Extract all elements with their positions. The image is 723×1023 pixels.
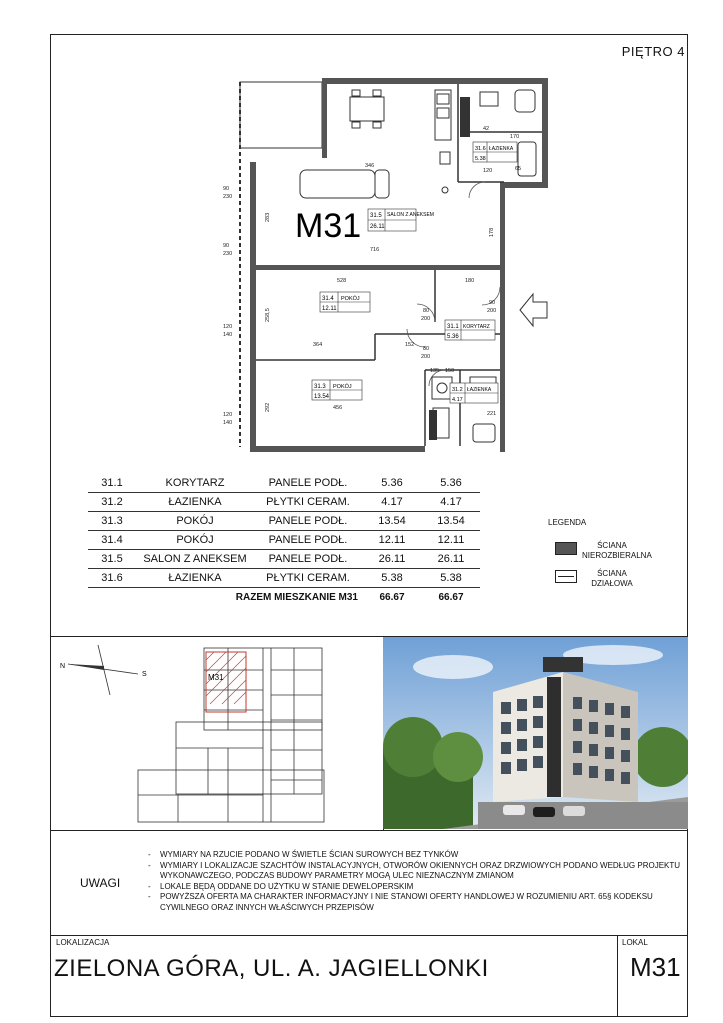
table-row	[88, 493, 480, 512]
plan-unit-label: M31	[295, 207, 362, 245]
table-cell-name: ŁAZIENKA	[136, 493, 254, 512]
plan-room-name: POKÓJ	[333, 384, 352, 390]
dimension-label: 230	[223, 194, 233, 200]
plan-room-area: 5.36	[447, 334, 459, 340]
table-cell-num: 31.5	[88, 550, 136, 569]
plan-room-name: SALON Z ANEKSEM	[387, 212, 434, 218]
dimension-label: 80	[423, 346, 430, 352]
plan-room-area: 4.17	[452, 397, 463, 403]
rooms-table	[88, 474, 480, 606]
table-cell-num: 31.6	[88, 569, 136, 588]
plan-room-name: ŁAZIENKA	[467, 387, 492, 393]
table-cell-name: POKÓJ	[136, 512, 254, 531]
dimension-label: 716	[370, 247, 380, 253]
table-cell-name: KORYTARZ	[136, 474, 254, 493]
plan-room-31-6	[473, 142, 517, 162]
table-cell-name: SALON Z ANEKSEM	[136, 550, 254, 569]
dimension-label: 528	[337, 278, 347, 284]
plan-room-name: POKÓJ	[341, 296, 360, 302]
location-label: LOKALIZACJA	[56, 938, 110, 947]
plan-room-31-4	[320, 292, 370, 312]
dimension-label: 292	[265, 402, 271, 412]
floor-plan	[215, 72, 555, 462]
table-cell-area1: 5.38	[362, 569, 422, 588]
table-cell-area2: 13.54	[422, 512, 480, 531]
svg-text:M31: M31	[208, 673, 224, 682]
location-value: ZIELONA GÓRA, UL. A. JAGIELLONKI	[54, 955, 489, 982]
dimension-label: 135	[430, 368, 440, 374]
legend-label-partition: ŚCIANA DZIAŁOWA	[591, 569, 633, 588]
dimension-label: 456	[333, 405, 343, 411]
divider-images-bottom	[50, 830, 688, 831]
building-rendering	[383, 637, 688, 829]
table-cell-finish: PŁYTKI CERAM.	[254, 569, 362, 588]
table-row	[88, 531, 480, 550]
dimension-label: 152	[405, 342, 415, 348]
divider-notes-bottom	[50, 935, 688, 936]
dimension-label: 90	[223, 243, 230, 249]
plan-room-area: 13.54	[314, 394, 330, 400]
table-cell-name: POKÓJ	[136, 531, 254, 550]
unit-value: M31	[630, 952, 681, 982]
dimension-label: 120	[223, 324, 233, 330]
dimension-label: 230	[223, 251, 233, 257]
plan-room-num: 31.5	[370, 213, 382, 219]
table-row	[88, 512, 480, 531]
total-area1: 66.67	[379, 591, 405, 603]
legend-label-structural: ŚCIANA NIEROZBIERALNA	[582, 541, 652, 560]
dimension-label: 200	[421, 354, 431, 360]
table-cell-area2: 26.11	[422, 550, 480, 569]
plan-room-name: KORYTARZ	[463, 324, 490, 330]
table-cell-area2: 5.36	[422, 474, 480, 493]
table-cell-num: 31.3	[88, 512, 136, 531]
floor-label: PIĘTRO 4	[621, 44, 685, 59]
plan-room-num: 31.2	[452, 387, 463, 393]
plan-room-31-2	[450, 383, 498, 403]
table-cell-finish: PANELE PODŁ.	[254, 550, 362, 569]
plan-room-31-3	[312, 380, 362, 400]
plan-room-num: 31.6	[475, 146, 486, 152]
keyplan-building	[138, 648, 324, 822]
table-cell-area1: 5.36	[362, 474, 422, 493]
table-row	[88, 569, 480, 588]
table-cell-area2: 4.17	[422, 493, 480, 512]
table-total-row	[88, 588, 480, 607]
key-plan	[58, 640, 380, 828]
plan-room-31-5	[368, 209, 434, 231]
balcony-outline	[240, 82, 322, 148]
table-cell-num: 31.2	[88, 493, 136, 512]
table-cell-num: 31.4	[88, 531, 136, 550]
table-cell-area1: 13.54	[362, 512, 422, 531]
entrance-arrow	[520, 294, 547, 326]
note-item: - POWYŻSZA OFERTA MA CHARAKTER INFORMACYJNY I NIE STANOWI OFERTY HANDLOWEJ W ROZUMIENIU ART. 65§ KODEKSU CYWILNEGO ORAZ INNYCH WŁAŚCIWYCH PRZEPISÓW	[148, 892, 688, 913]
dimension-label: 200	[487, 308, 497, 314]
table-cell-finish: PANELE PODŁ.	[254, 474, 362, 493]
dimension-label: 178	[489, 227, 495, 237]
table-cell-name: ŁAZIENKA	[136, 569, 254, 588]
dimension-label: 200	[421, 316, 431, 322]
table-cell-finish: PŁYTKI CERAM.	[254, 493, 362, 512]
table-row	[88, 550, 480, 569]
note-item: - LOKALE BĘDĄ ODDANE DO UŻYTKU W STANIE DEWELOPERSKIM	[148, 882, 688, 893]
plan-room-area: 5.38	[475, 156, 486, 162]
plan-room-area: 26.11	[370, 224, 385, 230]
total-area2: 66.67	[438, 591, 464, 603]
dimension-label: 140	[223, 332, 233, 338]
table-cell-finish: PANELE PODŁ.	[254, 531, 362, 550]
plan-room-name: ŁAZIENKA	[489, 146, 514, 152]
note-item: - WYMIARY NA RZUCIE PODANO W ŚWIETLE ŚCIAN SUROWYCH BEZ TYNKÓW	[148, 850, 688, 861]
dimension-label: 140	[223, 420, 233, 426]
table-cell-finish: PANELE PODŁ.	[254, 512, 362, 531]
dimension-label: 120	[223, 412, 233, 418]
dimension-label: 90	[223, 186, 230, 192]
dimension-label: 221	[487, 411, 497, 417]
dimension-label: 65	[515, 166, 522, 172]
plan-room-31-1	[445, 320, 495, 340]
table-cell-area1: 12.11	[362, 531, 422, 550]
dimension-label: 364	[313, 342, 323, 348]
total-label: RAZEM MIESZKANIE M31	[235, 591, 358, 603]
dimension-label: 258,5	[265, 308, 271, 322]
plan-room-area: 12.11	[322, 306, 337, 312]
divider-footer	[617, 935, 618, 1017]
dimension-label: 150	[445, 368, 455, 374]
dimension-label: 170	[510, 134, 520, 140]
notes-list	[148, 850, 688, 913]
table-cell-num: 31.1	[88, 474, 136, 493]
table-cell-area1: 4.17	[362, 493, 422, 512]
note-item: - WYMIARY I LOKALIZACJE SZACHTÓW INSTALACYJNYCH, OTWORÓW OKIENNYCH ORAZ DRZWIOWYCH PODANO WEDŁUG PROJEKTU WYKONAWCZEGO, PODCZAS BUDOWY PARAMETRY MOGĄ ULEC NIEZNACZNYM ZMIANOM	[148, 861, 688, 882]
load-bearing-walls	[250, 78, 548, 452]
dimension-label: 42	[483, 126, 490, 132]
svg-text:S: S	[142, 671, 147, 678]
table-cell-area2: 5.38	[422, 569, 480, 588]
compass-icon	[60, 645, 147, 695]
legend-swatch-partition	[555, 570, 577, 583]
table-row	[88, 474, 480, 493]
dimension-label: 80	[423, 308, 430, 314]
plan-room-num: 31.1	[447, 324, 459, 330]
notes-title: UWAGI	[80, 876, 121, 890]
dimension-label: 346	[365, 163, 375, 169]
keyplan-unit-highlight	[206, 652, 246, 712]
unit-label: LOKAL	[622, 938, 648, 947]
plan-room-num: 31.3	[314, 384, 326, 390]
room-labels	[295, 142, 517, 403]
table-cell-area2: 12.11	[422, 531, 480, 550]
svg-text:N: N	[60, 663, 66, 670]
dimension-label: 90	[489, 300, 496, 306]
plan-room-num: 31.4	[322, 296, 334, 302]
table-cell-area1: 26.11	[362, 550, 422, 569]
dimension-label: 180	[465, 278, 475, 284]
legend-title: LEGENDA	[548, 518, 587, 527]
dimension-label: 120	[483, 168, 493, 174]
legend-swatch-structural	[555, 542, 577, 555]
dimension-label: 283	[265, 212, 271, 222]
